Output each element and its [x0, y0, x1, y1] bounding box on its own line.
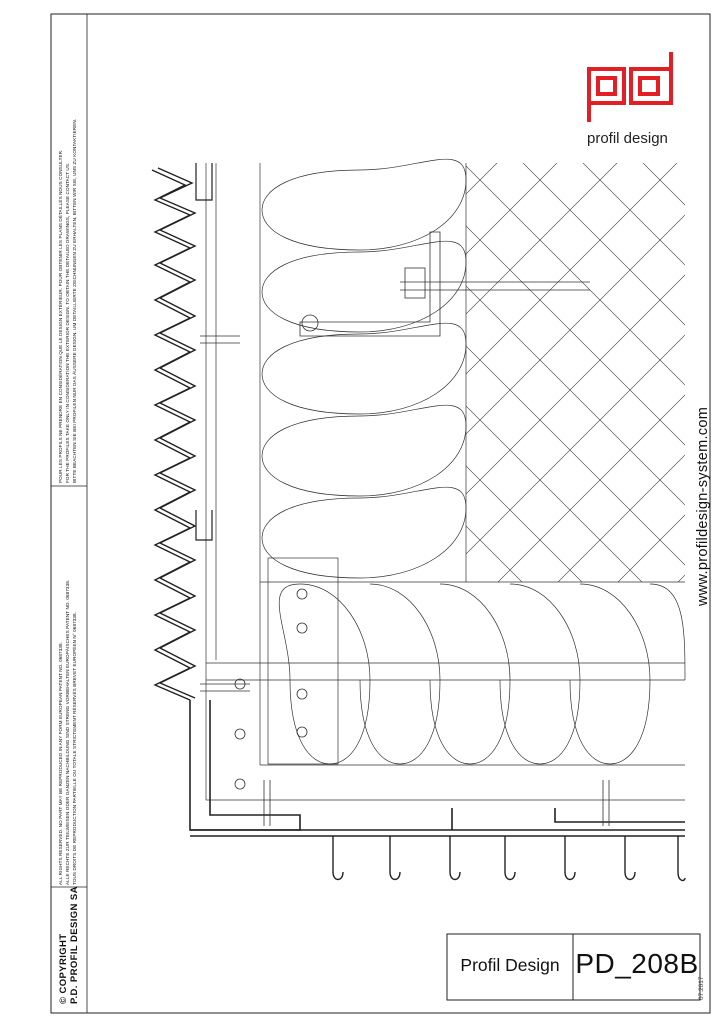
insulation-vertical: [262, 159, 466, 578]
drawing-date: 07.2017: [698, 976, 705, 1000]
legal-text-fr: TOUS DROITS DE REPRODUCTION PARTIELLE OU TOTALE STRICTEMENT RÉSERVÉS BREVET EUROPÉEN N° 0687338.: [72, 611, 77, 885]
section-detail: [152, 159, 685, 880]
notice-text-fr: POUR LES PROFILS NE PRENDRE EN CONSIDÉRATION QUE LE DESIGN EXTÉRIEUR. POUR OBTENIR LES PLANS DÉTAILLÉS NOUS CONSULTER.: [58, 149, 63, 483]
drawing-code: PD_208B: [575, 948, 699, 979]
copyright-owner: P.D. PROFIL DESIGN SA: [69, 886, 80, 1004]
title-block-name: Profil Design: [460, 955, 560, 975]
cladding-profile: [152, 168, 195, 700]
notice-text-de: BITTE BEACHTEN SIE BEI PROFILEN NUR DAS ÄUSSERE DESIGN. UM DETAILLIERTE ZEICHNUNGEN ZU ERHALTEN, BITTEN WIR SIE, UNS ZU KONTAKTIEREN.: [72, 118, 77, 483]
legal-text-de: ALLE RECHTE ZUR TEILWEISEN ODER GANZEN NACHBILDUNG SIND STRENG VORBEHALTEN EUROPÄISCHES PATENT NO. 0687338.: [65, 579, 70, 885]
website-link[interactable]: www.profildesign-system.com: [695, 406, 711, 606]
insulation-horizontal: [279, 584, 685, 764]
bottom-hooks: [333, 836, 685, 880]
pd-logo: [589, 52, 671, 122]
legal-text-en: ALL RIGHTS RESERVED. NO PART MAY BE REPRODUCED IN ANY FORM EUROPEAN PATENT NO. 0687338.: [58, 641, 63, 885]
copyright-title: © COPYRIGHT: [58, 933, 69, 1004]
brand-name: profil design: [587, 130, 668, 147]
notice-text-en: FOR THE PROFILES TAKE ONLY IN CONSIDERATION THE EXTERIOR DESIGN. TO OBTAIN THE DETAILED DRAWINGS, PLEASE CONTACT US.: [65, 162, 70, 483]
